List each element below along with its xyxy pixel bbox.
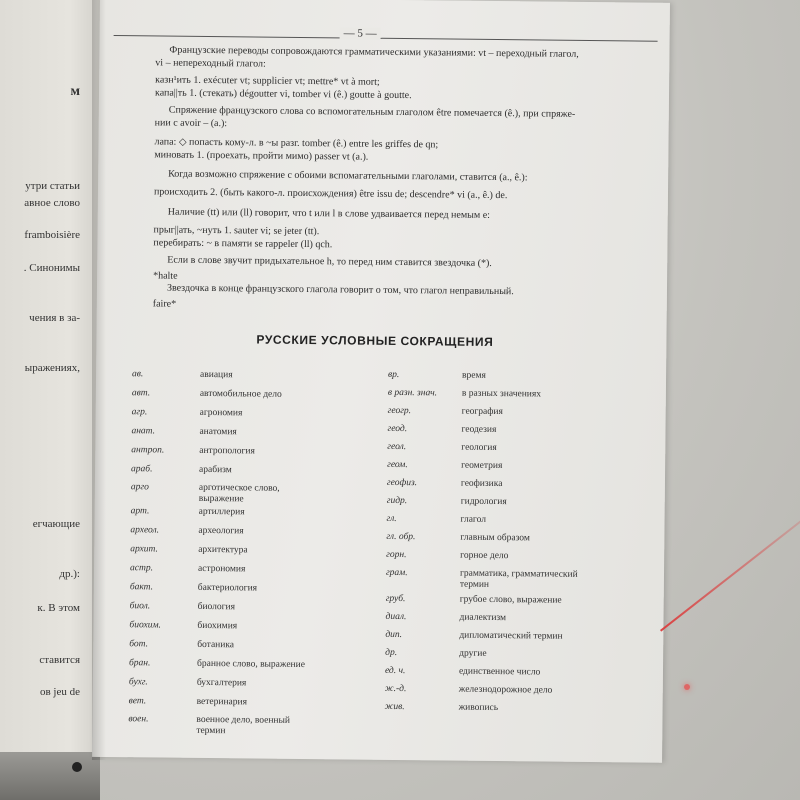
abbreviation-expansion: агрономия — [199, 407, 243, 419]
intro-line: Если в слове звучит придыхательное h, то перед ним ставится звездочка (*). — [167, 254, 492, 269]
abbreviation: бухг. — [128, 677, 148, 688]
abbreviation: археол. — [130, 525, 160, 536]
abbreviation-expansion: автомобильное дело — [199, 388, 282, 400]
example-entry — [154, 135, 624, 166]
abbreviation-expansion: дипломатический термин — [459, 630, 563, 642]
left-fragment: егчающие — [32, 518, 80, 530]
left-fragment: чения в за- — [29, 312, 80, 324]
example-line: миновать 1. (проехать, пройти мимо) passer vt (a.). — [154, 149, 369, 163]
intro-paragraph — [153, 253, 623, 271]
abbreviation-expansion: бухгалтерия — [196, 677, 247, 689]
abbreviation-expansion: арабизм — [199, 464, 232, 476]
abbreviation-expansion: бактериология — [197, 582, 258, 594]
left-fragment: ов jeu de — [39, 686, 80, 698]
abbreviation: авт. — [131, 388, 151, 399]
abbreviation-expansion: геофизика — [460, 478, 503, 490]
header-rule — [114, 35, 658, 42]
dictionary-page — [92, 0, 670, 763]
left-fragment: к. В этом — [37, 602, 80, 614]
left-fragment: . Синонимы — [23, 262, 80, 274]
book-cover-edge — [0, 752, 100, 800]
abbreviation-expansion: ветеринария — [196, 696, 248, 708]
abbreviation-expansion: гидрология — [460, 496, 507, 508]
abbreviation: жив. — [384, 701, 405, 713]
abbreviation-expansion: биохимия — [197, 620, 238, 632]
abbreviation-expansion: астрономия — [197, 563, 246, 575]
abbreviation: бакт. — [129, 582, 154, 593]
abbreviation: вр. — [388, 369, 400, 381]
example-entry — [153, 297, 623, 315]
abbreviation: бот. — [129, 639, 149, 650]
abbreviation-expansion: анатомия — [199, 426, 237, 438]
abbreviation: бран. — [128, 658, 151, 669]
intro-line: Наличие (tt) или (ll) говорит, что t или l в слове удваивается перед немым e: — [167, 206, 490, 221]
abbreviation-expansion: бранное слово, выражение — [196, 658, 306, 671]
left-fragment: м — [70, 84, 80, 99]
abbreviation: биохим. — [129, 620, 161, 631]
abbreviation-expansion: арготическое слово, выражение — [198, 482, 280, 505]
abbreviation: астр. — [129, 563, 154, 574]
abbreviation: архит. — [130, 544, 158, 555]
example-line: прыг||ать, ~нуть 1. sauter vi; se jeter (tt). — [153, 224, 320, 238]
left-fragment: утри статьи — [25, 180, 80, 192]
abbreviation-expansion: железнодорожное дело — [458, 684, 553, 696]
example-line: капа||ть 1. (стекать) dégoutter vi, tomber vi (ê.) goutte à goutte. — [154, 87, 412, 102]
abbreviation-expansion: авиация — [200, 369, 233, 381]
abbreviation-expansion: главным образом — [460, 532, 530, 544]
left-page — [0, 0, 100, 758]
left-fragment: ыражениях, — [24, 362, 80, 374]
abbreviation-expansion: диалектизм — [459, 612, 507, 624]
example-entry — [155, 73, 625, 104]
intro-line: Звездочка в конце французского глагола говорит о том, что глагол неправильный. — [166, 282, 514, 298]
abbreviation: груб. — [385, 593, 406, 605]
example-line: происходить 2. (быть какого-л. происхождения) être issu de; descendre* vi (a., ê.) de. — [153, 186, 508, 202]
abbreviation: др. — [385, 647, 398, 659]
abbreviation-expansion: грамматика, грамматический термин — [459, 568, 578, 590]
example-line: *halte — [153, 270, 178, 282]
abbreviation-expansion: единственное число — [458, 666, 541, 678]
abbreviation: вет. — [128, 696, 147, 707]
abbreviation: ед. ч. — [384, 665, 406, 677]
intro-line: Когда возможно спряжение с обоими вспомагательными глаголами, ставится (a., ê.): — [168, 168, 528, 184]
abbreviation: арт. — [130, 506, 150, 517]
example-line: лапа: ◇ попасть кому-л. в ~ы разг. tomber (ê.) entre les griffes de qn; — [154, 136, 439, 151]
abbreviation: геофиз. — [386, 477, 418, 489]
abbreviation: арго — [130, 482, 149, 493]
left-fragment: framboisière — [24, 229, 80, 241]
abbreviation-expansion: в разных значениях — [461, 388, 542, 400]
abbreviation: грам. — [385, 567, 408, 579]
abbreviation-expansion: геодезия — [461, 424, 497, 436]
abbreviation: в разн. знач. — [387, 387, 438, 399]
abbreviation-expansion: другие — [459, 648, 487, 659]
cover-dot — [72, 762, 82, 772]
section-title: РУССКИЕ УСЛОВНЫЕ СОКРАЩЕНИЯ — [256, 332, 494, 349]
intro-line: нии с avoir – (a.): — [154, 117, 228, 130]
abbreviation: анат. — [131, 426, 156, 437]
abbreviation: воен. — [128, 714, 149, 725]
abbreviation-expansion: география — [461, 406, 503, 418]
abbreviation-expansion: глагол — [460, 514, 487, 525]
example-line: faire* — [152, 298, 177, 310]
abbreviation: араб. — [131, 464, 153, 475]
abbreviation-expansion: живопись — [458, 702, 499, 714]
abbreviation-expansion: биология — [197, 601, 236, 613]
intro-line: vi – непереходный глагол: — [155, 57, 266, 70]
abbreviation: ж.-д. — [384, 683, 407, 695]
abbreviation: геол. — [387, 441, 407, 453]
example-line: перебирать: ~ в памяти se rappeler (ll) qch. — [153, 237, 333, 251]
laser-dot — [684, 684, 690, 690]
intro-paragraph — [154, 167, 624, 185]
abbreviation: биол. — [129, 601, 151, 612]
abbreviation: диал. — [385, 611, 407, 623]
abbreviation-expansion: горное дело — [460, 550, 509, 562]
example-line: казн¹ить 1. exécuter vt; supplicier vt; mettre* vt à mort; — [155, 74, 380, 88]
abbreviation: антроп. — [131, 445, 165, 456]
abbreviation: гл. обр. — [386, 531, 416, 543]
abbreviation-expansion: геометрия — [461, 460, 503, 472]
example-entry — [154, 185, 624, 203]
intro-paragraph — [154, 205, 624, 223]
abbreviation: дип. — [385, 629, 403, 641]
abbreviations-right-column — [384, 369, 648, 714]
abbreviation-expansion: время — [462, 370, 486, 381]
abbreviation: геод. — [387, 423, 408, 435]
abbreviation-expansion: антропология — [199, 445, 255, 457]
intro-line: Французские переводы сопровождаются грамматическими указаниями: vt – переходный глагол, — [169, 44, 579, 60]
abbreviations-left-column — [128, 369, 382, 737]
left-fragment: ставится — [39, 654, 80, 666]
abbreviation-expansion: военное дело, военный термин — [196, 714, 291, 737]
intro-paragraph — [155, 43, 625, 74]
abbreviation-expansion: архитектура — [198, 544, 248, 556]
intro-paragraph — [155, 103, 625, 134]
abbreviation-expansion: археология — [198, 525, 244, 537]
abbreviation-expansion: грубое слово, выражение — [459, 594, 562, 606]
abbreviation: геом. — [387, 459, 408, 471]
abbreviation: геогр. — [387, 405, 412, 417]
left-fragment: авное слово — [24, 197, 80, 209]
abbreviation: гл. — [386, 513, 397, 524]
example-entry — [153, 223, 623, 254]
left-fragment: др.): — [59, 568, 80, 580]
intro-line: Спряжение французского слова со вспомогательным глаголом être помечается (ê.), при спряже- — [168, 104, 576, 120]
abbreviation-expansion: ботаника — [197, 639, 235, 651]
binding-shadow — [92, 0, 106, 760]
abbreviation: гидр. — [386, 495, 408, 507]
abbreviation: горн. — [386, 549, 407, 561]
abbreviation: ав. — [132, 369, 144, 380]
abbreviation-expansion: геология — [461, 442, 497, 454]
abbreviation-expansion: артиллерия — [198, 506, 245, 518]
page-number: — 5 — — [340, 27, 381, 39]
abbreviation: агр. — [131, 407, 148, 418]
